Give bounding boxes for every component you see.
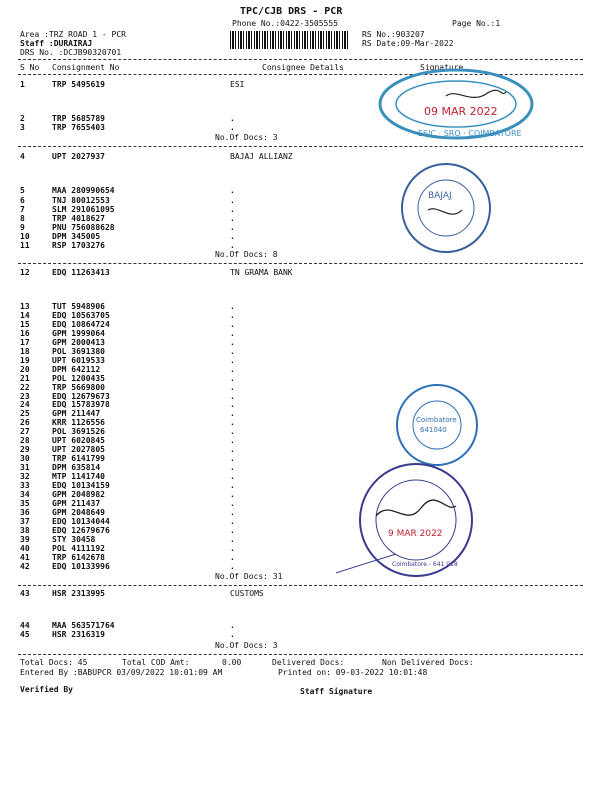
consignment-number: TRP 7655403 [52,123,105,132]
group-doc-count: No.Of Docs: 31 [215,572,283,581]
consignment-number: PNU 756088628 [52,223,115,232]
group-doc-count: No.Of Docs: 8 [215,250,278,259]
row-marker: . [230,472,235,482]
table-row [0,630,600,640]
row-marker: . [230,552,235,562]
row-marker: . [230,123,235,132]
consignment-number: HSR 2316319 [52,630,105,639]
serial-number: 10 [20,232,30,241]
consignment-number: HSR 2313995 [52,589,105,598]
serial-number: 4 [20,152,25,161]
serial-number: 11 [20,241,30,250]
staff-signature-label: Staff Signature [300,687,373,696]
consignment-number: GPM 2048649 [52,507,105,517]
consignment-number: KRR 1126556 [52,418,105,428]
row-marker: . [230,463,235,473]
serial-number: 32 [20,472,30,482]
divider [18,654,583,655]
table-row [0,589,600,599]
group-divider [18,146,583,147]
serial-number: 1 [20,80,25,89]
staff-label: Staff :DURAIRAJ [20,39,93,48]
col-signature: Signature [420,63,464,72]
consignment-number: POL 1200435 [52,373,105,383]
serial-number: 12 [20,268,30,277]
serial-number: 43 [20,589,30,598]
drs-number: DRS No. :DCJB90320701 [20,48,122,57]
consignment-number: EDQ 10133996 [52,561,110,571]
table-row [0,241,600,251]
serial-number: 13 [20,302,30,311]
serial-number: 35 [20,498,30,508]
consignment-number: STY 30458 [52,534,96,544]
serial-number: 42 [20,561,30,571]
row-marker: . [230,525,235,535]
total-cod-label: Total COD Amt: [122,658,190,667]
serial-number: 8 [20,214,25,223]
row-marker: . [230,427,235,437]
row-marker: . [230,346,235,356]
consignment-number: POL 4111192 [52,543,105,553]
serial-number: 38 [20,525,30,535]
serial-number: 18 [20,346,30,356]
serial-number: 31 [20,463,30,473]
consignment-number: GPM 1999064 [52,328,105,338]
row-marker: . [230,400,235,410]
row-marker: . [230,489,235,499]
rs-date: RS Date:09-Mar-2022 [362,39,454,48]
consignment-number: TRP 4018627 [52,214,105,223]
row-marker: . [230,328,235,338]
serial-number: 33 [20,481,30,490]
serial-number: 39 [20,534,30,544]
serial-number: 5 [20,186,25,195]
row-marker: . [230,543,235,553]
consignment-number: POL 3691526 [52,427,105,437]
consignment-number: DPM 642112 [52,364,101,374]
consignment-number: TNJ 80012553 [52,196,110,205]
verified-by: Verified By [20,685,73,694]
consignment-number: SLM 291061095 [52,205,115,214]
row-marker: . [230,630,235,639]
col-consignment: Consignment No [52,63,120,72]
row-marker: . [230,337,235,347]
consignment-number: DPM 345005 [52,232,101,241]
consignment-number: GPM 2048982 [52,489,105,499]
phone-number: Phone No.:0422-3505555 [232,19,338,28]
serial-number: 40 [20,543,30,553]
col-sno: S No [20,63,40,72]
consignment-number: EDQ 12679676 [52,525,110,535]
serial-number: 37 [20,516,30,526]
consignment-number: TRP 6142678 [52,552,105,562]
serial-number: 19 [20,355,30,365]
consignment-number: TRP 5495619 [52,80,105,89]
consignment-number: UPT 2027937 [52,152,105,161]
table-row [0,562,600,572]
delivered-docs: Delivered Docs: [272,658,345,667]
consignment-number: POL 3691380 [52,346,105,356]
serial-number: 26 [20,418,30,428]
serial-number: 16 [20,328,30,338]
svg-text:09 MAR 2022: 09 MAR 2022 [424,105,498,118]
svg-text:641040: 641040 [420,426,447,434]
consignment-number: UPT 2027805 [52,445,105,455]
serial-number: 17 [20,337,30,347]
serial-number: 6 [20,196,25,205]
serial-number: 24 [20,400,30,410]
serial-number: 22 [20,382,30,392]
consignment-number: UPT 6019533 [52,355,105,365]
consignment-number: RSP 1703276 [52,241,105,250]
table-row [0,152,600,162]
consignment-number: MAA 280990654 [52,186,115,195]
row-marker: . [230,391,235,401]
barcode [230,31,350,49]
serial-number: 36 [20,507,30,517]
consignment-number: TRP 5685789 [52,114,105,123]
consignment-number: EDQ 11263413 [52,268,110,277]
serial-number: 7 [20,205,25,214]
svg-text:Coimbatore - 641 018: Coimbatore - 641 018 [392,561,458,568]
row-marker: . [230,498,235,508]
report-title: TPC/CJB DRS - PCR [240,6,343,17]
consignment-number: UPT 6020845 [52,436,105,446]
consignment-number: TUT 5948906 [52,302,105,311]
row-marker: . [230,364,235,374]
serial-number: 20 [20,364,30,374]
consignment-number: GPM 211447 [52,409,101,419]
row-marker: . [230,507,235,517]
serial-number: 21 [20,373,30,383]
row-marker: . [230,310,235,320]
consignment-number: MTP 1141740 [52,472,105,482]
row-marker: . [230,418,235,428]
grama-bank-stamp [394,382,480,468]
row-marker: . [230,454,235,464]
table-row [0,268,600,278]
printed-on: Printed on: 09-03-2022 10:01:48 [278,668,428,677]
consignee-name: BAJAJ ALLIANZ [230,152,293,161]
consignment-number: GPM 211437 [52,498,101,508]
table-row [0,186,600,196]
row-marker: . [230,196,235,205]
non-delivered-docs: Non Delivered Docs: [382,658,474,667]
row-marker: . [230,481,235,490]
serial-number: 29 [20,445,30,455]
row-marker: . [230,445,235,455]
consignment-number: GPM 2000413 [52,337,105,347]
row-marker: . [230,516,235,526]
consignment-number: EDQ 10864724 [52,319,110,329]
area-label: Area :TRZ ROAD 1 - PCR [20,30,126,39]
serial-number: 41 [20,552,30,562]
row-marker: . [230,355,235,365]
consignee-name: ESI [230,80,245,89]
row-marker: . [230,561,235,571]
row-marker: . [230,382,235,392]
rs-number: RS No.:903207 [362,30,425,39]
divider [18,59,583,60]
group-doc-count: No.Of Docs: 3 [215,133,278,142]
svg-text:9 MAR 2022: 9 MAR 2022 [388,529,443,539]
row-marker: . [230,302,235,311]
serial-number: 2 [20,114,25,123]
row-marker: . [230,214,235,223]
svg-text:ESIC · SRO · COIMBATORE: ESIC · SRO · COIMBATORE [418,129,522,138]
consignment-number: MAA 563571764 [52,621,115,630]
total-docs: Total Docs: 45 [20,658,88,667]
serial-number: 9 [20,223,25,232]
row-marker: . [230,232,235,241]
svg-text:Coimbatore: Coimbatore [416,416,457,424]
serial-number: 45 [20,630,30,639]
consignment-number: TRP 6141799 [52,454,105,464]
consignment-number: EDQ 10563705 [52,310,110,320]
esi-stamp [376,66,536,142]
consignment-number: EDQ 15783978 [52,400,110,410]
row-marker: . [230,436,235,446]
row-marker: . [230,409,235,419]
serial-number: 15 [20,319,30,329]
consignment-number: EDQ 10134159 [52,481,110,490]
row-marker: . [230,205,235,214]
row-marker: . [230,114,235,123]
customs-stamp [336,458,506,588]
consignee-name: TN GRAMA BANK [230,268,293,277]
serial-number: 3 [20,123,25,132]
serial-number: 27 [20,427,30,437]
serial-number: 14 [20,310,30,320]
serial-number: 34 [20,489,30,499]
consignee-name: CUSTOMS [230,589,264,598]
entered-by: Entered By :BABUPCR 03/09/2022 10:01:09 AM [20,668,223,677]
serial-number: 23 [20,391,30,401]
total-cod-value: 0.00 [222,658,242,667]
bajaj-stamp [398,160,494,256]
consignment-number: EDQ 12679673 [52,391,110,401]
page-number: Page No.:1 [452,19,501,28]
consignment-number: TRP 5669800 [52,382,105,392]
row-marker: . [230,534,235,544]
consignment-number: EDQ 10134044 [52,516,110,526]
consignment-number: DPM 635814 [52,463,101,473]
serial-number: 25 [20,409,30,419]
row-marker: . [230,186,235,195]
serial-number: 28 [20,436,30,446]
serial-number: 44 [20,621,30,630]
row-marker: . [230,319,235,329]
row-marker: . [230,621,235,630]
row-marker: . [230,373,235,383]
serial-number: 30 [20,454,30,464]
row-marker: . [230,223,235,232]
svg-text:BAJAJ: BAJAJ [428,191,452,201]
group-divider [18,263,583,264]
group-doc-count: No.Of Docs: 3 [215,641,278,650]
col-details: Consignee Details [262,63,344,72]
row-marker: . [230,241,235,250]
